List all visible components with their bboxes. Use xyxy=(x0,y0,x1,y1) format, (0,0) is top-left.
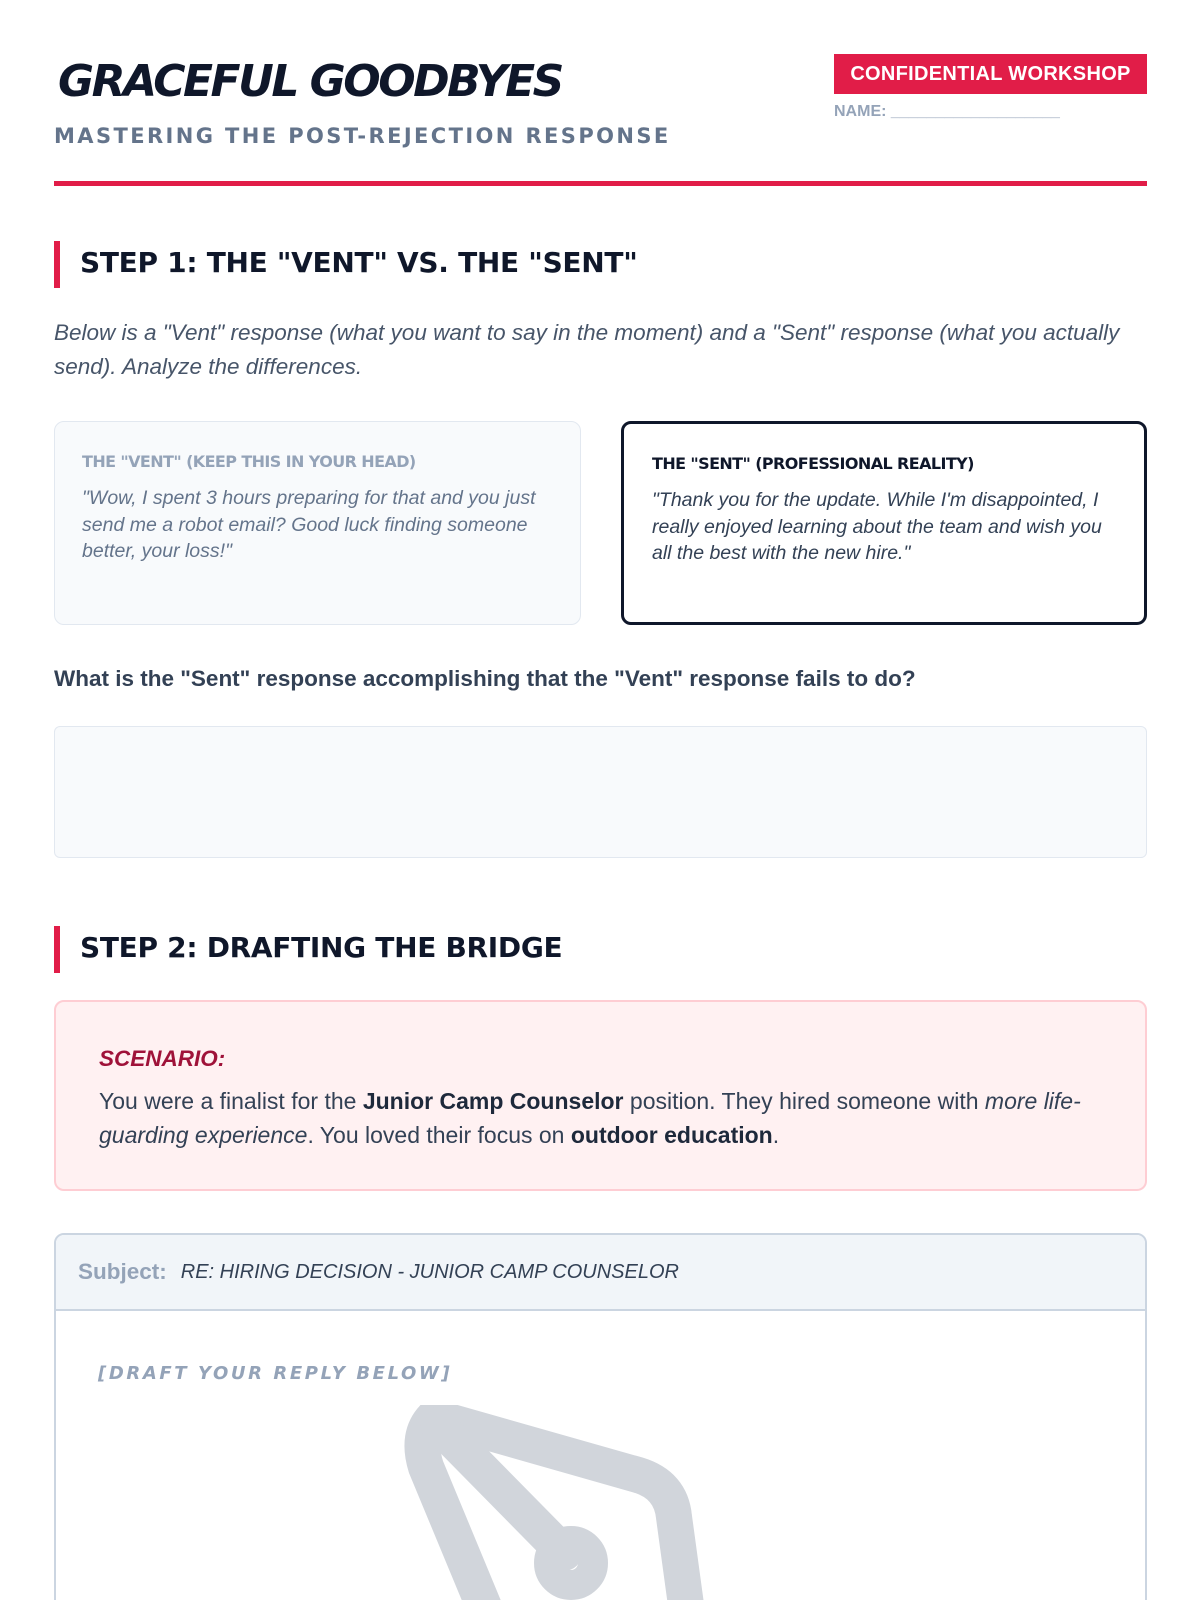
header-divider xyxy=(54,181,1147,186)
step1-intro: Below is a "Vent" response (what you want to say in the moment) and a "Sent" response (what you actually send). Analyze the differences. xyxy=(54,320,1120,379)
email-subject-bar xyxy=(56,1235,1145,1311)
section-accent-bar xyxy=(54,926,60,973)
step1-heading: STEP 1: THE "VENT" VS. THE "SENT" xyxy=(80,246,638,279)
vent-label: THE "VENT" (KEEP THIS IN YOUR HEAD) xyxy=(82,452,416,471)
email-draft-panel xyxy=(54,1233,1147,1600)
subject-value: RE: HIRING DECISION - JUNIOR CAMP COUNSELOR xyxy=(180,1260,679,1283)
step2-heading: STEP 2: DRAFTING THE BRIDGE xyxy=(80,931,563,964)
scenario-text-part: . xyxy=(772,1122,780,1148)
scenario-reason: more life-guarding experience xyxy=(99,1088,1081,1148)
name-field[interactable]: NAME: ___________________ xyxy=(834,103,1060,120)
step1-question: What is the "Sent" response accomplishing that the "Vent" response fails to do? xyxy=(54,666,916,691)
section-accent-bar xyxy=(54,241,60,288)
sent-label: THE "SENT" (PROFESSIONAL REALITY) xyxy=(652,454,974,473)
pen-nib-icon xyxy=(386,1405,726,1600)
scenario-text-part: You were a finalist for the xyxy=(99,1088,363,1114)
scenario-label: SCENARIO: xyxy=(99,1046,226,1071)
scenario-text-part: position. They hired someone with xyxy=(623,1088,985,1114)
subject-label: Subject: xyxy=(78,1259,167,1284)
worksheet-page xyxy=(54,0,1147,1600)
scenario-text xyxy=(99,1084,1109,1152)
page-title: GRACEFUL GOODBYES xyxy=(58,56,562,107)
page-subtitle: MASTERING THE POST-REJECTION RESPONSE xyxy=(54,124,671,148)
scenario-role: Junior Camp Counselor xyxy=(362,1088,624,1114)
scenario-focus: outdoor education xyxy=(570,1122,773,1148)
draft-hint: [DRAFT YOUR REPLY BELOW] xyxy=(98,1363,453,1384)
sent-response-card xyxy=(621,421,1147,625)
answer-field[interactable] xyxy=(54,726,1147,858)
vent-response-card xyxy=(54,421,581,625)
sent-quote: "Thank you for the update. While I'm disappointed, I really enjoyed learning about the team and wish you all the best with the new hire." xyxy=(652,489,1102,564)
confidential-badge: CONFIDENTIAL WORKSHOP xyxy=(834,54,1147,94)
scenario-card xyxy=(54,1000,1147,1191)
scenario-text-part: . You loved their focus on xyxy=(307,1122,571,1148)
vent-quote: "Wow, I spent 3 hours preparing for that and you just send me a robot email? Good luck finding someone better, your loss!" xyxy=(82,487,536,562)
